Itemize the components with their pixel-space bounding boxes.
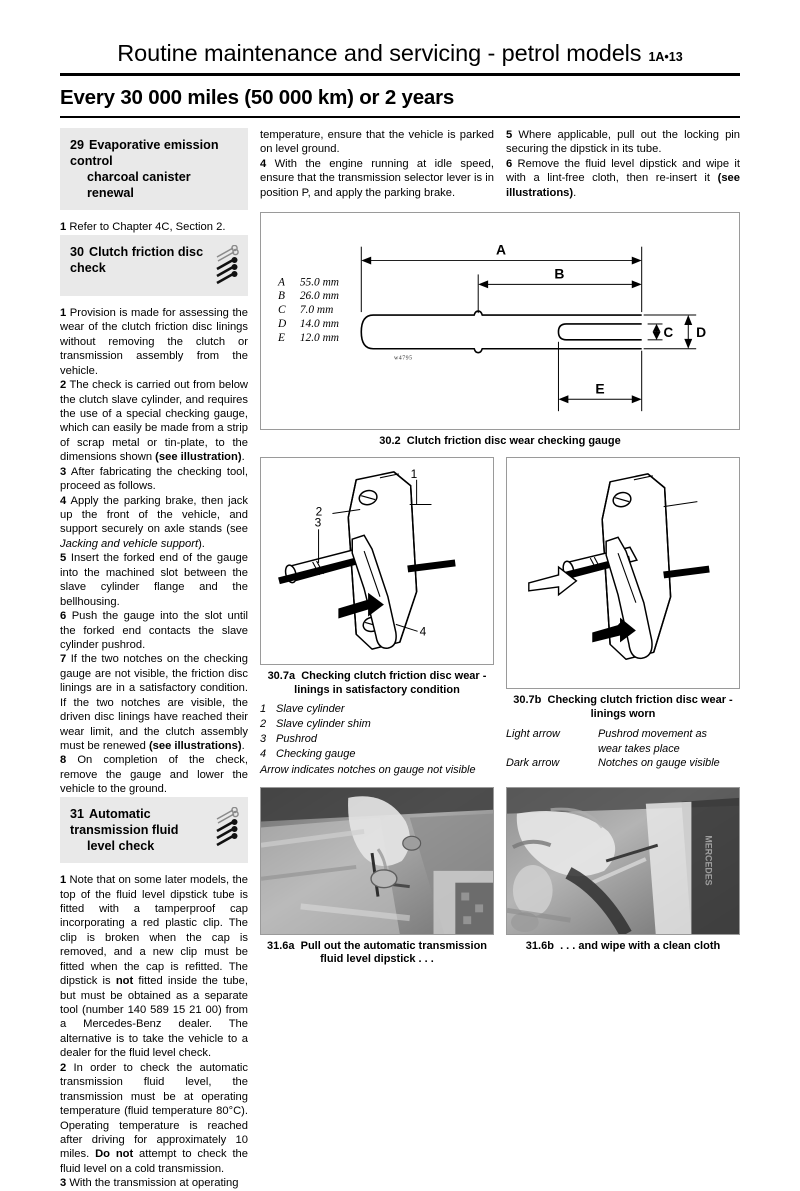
legend-value-line1: Pushrod movement as: [598, 728, 707, 741]
figure-30-7b-caption: [506, 689, 740, 724]
legend-key: Light arrow: [506, 728, 560, 741]
figure-30-2: [260, 212, 740, 430]
figure-30-7b-line2: linings worn: [590, 707, 656, 720]
paragraph-31-4: 4 With the engine running at idle speed, ensure that the transmission selector lever is in position P, and apply the parking brake.: [260, 157, 495, 199]
interval-rule: [60, 116, 740, 118]
paragraph-31-2-a: In order to check the automatic transmission fluid level, the transmission must be at operating temperature (fluid temperature 80°C). Operating temperature is reached after driving for approximately 10 miles.: [60, 1061, 249, 1161]
figure-30-7a-caption: [260, 665, 494, 700]
paragraph-30-2-text: The check is carried out from below the clutch slave cylinder, and requires the use of a special checking gauge, which can easily be made from a strip of scrap metal or tin-plate, to the dimensions shown: [60, 379, 248, 464]
paragraph-30-3-text: After fabricating the checking tool, proceed as follows.: [60, 465, 248, 493]
figure-31-6a-line1: Pull out the automatic transmission: [300, 939, 488, 952]
paragraph-31-4-text: With the engine running at idle speed, ensure that the transmission selector lever is in position P, and apply the parking brake.: [260, 157, 495, 199]
figure-30-2-caption: [260, 430, 740, 451]
svg-text:A: A: [495, 241, 506, 258]
paragraph-30-8: 8 On completion of the check, remove the gauge and lower the vehicle to the ground.: [60, 754, 248, 796]
figure-30-7a-number: 30.7a: [267, 669, 296, 682]
paragraph-30-4-end: ).: [198, 537, 205, 550]
paragraph-31-3-text: With the transmission at operating: [69, 1177, 239, 1190]
column-right-text: [506, 128, 740, 200]
paragraph-31-5: 5 Where applicable, pull out the locking pin securing the dipstick in its tube.: [506, 129, 740, 156]
paragraph-30-6-text: Push the gauge into the slot until the forked end contacts the slave cylinder pushrod.: [60, 610, 249, 651]
svg-text:D: D: [278, 318, 287, 331]
legend-number: 4: [260, 747, 267, 760]
legend-item: [260, 702, 494, 717]
figure-30-2-number: 30.2: [379, 435, 401, 448]
legend-value: Notches on gauge visible: [598, 757, 720, 770]
paragraph-29-1: 1 Refer to Chapter 4C, Section 2.: [60, 221, 226, 234]
figure-30-7a-line1: Checking clutch friction disc wear -: [301, 669, 487, 682]
paragraph-30-5: 5 Insert the forked end of the gauge into the machined slot between the slave cylinder flange and the bellhousing.: [60, 552, 248, 608]
paragraph-31-1-a: Note that on some later models, the top of the fluid level dipstick tube is fitted with a tamperproof cap incorporating a red plastic clip. The clip is broken when the cap is removed, and a new clip must be fitted when the cap is refitted. The dipstick is: [60, 874, 248, 988]
right-two-columns: [260, 128, 740, 1191]
section-31-title-line2: level check: [87, 838, 155, 853]
paragraph-30-6: 6 Push the gauge into the slot until the forked end contacts the slave cylinder pushrod.: [60, 610, 249, 651]
section-31-number: 31: [70, 806, 85, 821]
paragraph-30-3: 3 After fabricating the checking tool, proceed as follows.: [60, 465, 248, 493]
section-heading-30: [60, 235, 248, 296]
paragraph-30-7-seeref: (see illustrations): [148, 740, 242, 752]
paragraph-31-2-b: attempt to check the fluid level on a cold transmission.: [60, 1148, 248, 1175]
paragraph-31-2: 2 In order to check the automatic transmission fluid level, the transmission must be at operating temperature (fluid temperature 80°C). Operating temperature is reached after driving for approximately 10 miles. Do not attempt to check the fluid level on a cold transmission.: [60, 1061, 249, 1175]
top-text-row: [260, 128, 740, 200]
figure-31-6b-line1: . . . and wipe with a clean cloth: [560, 939, 721, 952]
page-title: Routine maintenance and servicing - petrol models: [117, 40, 642, 66]
svg-text:A: A: [278, 276, 286, 289]
figure-30-7a-legend: [260, 702, 494, 777]
figure-31-6a-caption: [260, 935, 494, 970]
svg-text:14.0 mm: 14.0 mm: [299, 318, 340, 331]
legend-key: Dark arrow: [506, 757, 560, 770]
figure-31-6b-caption: [506, 935, 740, 956]
figure-30-7b: [506, 457, 740, 689]
svg-text:D: D: [696, 324, 707, 341]
spanner-rating-icon: [214, 245, 240, 287]
paragraph-31-6-end: .: [573, 186, 577, 199]
legend-value: [598, 727, 740, 756]
legend-text: Slave cylinder: [276, 703, 345, 716]
figure-31-6a-line2: fluid level dipstick . . .: [320, 953, 434, 966]
paragraph-30-2: 2 The check is carried out from below the clutch slave cylinder, and requires the use of a special checking gauge, which can easily be made from a strip of scrap metal or tin-plate, to the dimensions shown (see illustration).: [60, 379, 248, 464]
photo-row-31-6: [260, 787, 740, 970]
paragraph-29-1-text: Refer to Chapter 4C, Section 2.: [69, 221, 226, 234]
legend-item: [506, 756, 740, 771]
svg-text:4: 4: [419, 624, 427, 639]
paragraph-31-2-donot: Do not: [95, 1148, 134, 1161]
legend-text: Checking gauge: [276, 747, 356, 760]
legend-item: [260, 717, 494, 732]
spanner-rating-icon-2: [214, 807, 240, 849]
svg-text:E: E: [278, 332, 286, 345]
figure-row-30-7: [260, 457, 740, 778]
legend-value-line2: wear takes place: [598, 742, 680, 755]
paragraph-31-5-text: Where applicable, pull out the locking pin securing the dipstick in its tube.: [506, 129, 740, 156]
section-29-title-line2: charcoal canister renewal: [87, 170, 191, 201]
svg-text:C: C: [663, 325, 674, 341]
paragraph-30-1: 1 Provision is made for assessing the wear of the clutch friction disc linings without removing the clutch or transmission assembly from the vehicle.: [60, 306, 248, 377]
svg-text:E: E: [595, 380, 605, 397]
page-number: 1A•13: [648, 50, 683, 64]
paragraph-30-4-text: Apply the parking brake, then jack up the front of the vehicle, and support securely on axle stands (see: [60, 494, 248, 536]
paragraph-31-3: 3 With the transmission at operating: [60, 1177, 239, 1190]
paragraph-30-2-end: .: [241, 451, 245, 464]
svg-text:26.0 mm: 26.0 mm: [299, 290, 340, 303]
legend-text: Slave cylinder shim: [276, 718, 371, 731]
paragraph-30-2-seeref: (see illustration): [155, 451, 242, 464]
svg-text:1: 1: [410, 466, 418, 481]
section-29-title-line1: Evaporative emission control: [70, 138, 219, 169]
svg-text:2: 2: [315, 504, 323, 519]
svg-text:B: B: [278, 290, 286, 303]
running-head: [60, 0, 740, 69]
photo-31-6a: [260, 787, 494, 935]
paragraph-30-7-end: .: [241, 740, 245, 752]
legend-number: 2: [260, 718, 267, 731]
paragraph-31-3-cont-text: temperature, ensure that the vehicle is parked on level ground.: [260, 129, 494, 156]
three-column-body: [60, 128, 740, 1191]
paragraph-31-1-not: not: [115, 975, 134, 988]
figure-31-6a-block: [260, 787, 494, 970]
paragraph-30-1-text: Provision is made for assessing the wear of the clutch friction disc linings without removing the clutch or transmission assembly from the vehicle.: [60, 306, 248, 377]
svg-text:3: 3: [314, 515, 322, 530]
paragraph-30-7: 7 If the two notches on the checking gauge are not visible, the friction disc linings are in a satisfactory condition. If the two notches are visible, the driven disc linings have reached their wear limit, and the clutch assembly must be renewed (see illustrations).: [60, 653, 248, 752]
paragraph-30-4: 4 Apply the parking brake, then jack up the front of the vehicle, and support securely on axle stands (see Jacking and vehicle support).: [60, 494, 248, 550]
paragraph-31-1-b: fitted inside the tube, but must be obtained as a separate tool (number 140 589 15 21 00) from a Mercedes-Benz dealer. The alternative is to take the vehicle to a dealer for the fluid level check.: [60, 975, 248, 1060]
paragraph-31-6-seeref: (see illustrations): [506, 172, 740, 199]
column-left: [60, 128, 248, 1191]
section-30-number: 30: [70, 244, 85, 259]
svg-text:C: C: [278, 304, 286, 317]
paragraph-30-5-text: Insert the forked end of the gauge into the machined slot between the slave cylinder flange and the bellhousing.: [60, 552, 248, 608]
paragraph-30-4-xref: Jacking and vehicle support: [60, 537, 199, 550]
section-heading-29: [60, 128, 248, 210]
svg-text:7.0 mm: 7.0 mm: [299, 304, 334, 317]
column-middle-text: [260, 128, 494, 200]
legend-number: 1: [260, 703, 267, 716]
paragraph-30-7-text: If the two notches on the checking gauge are not visible, the friction disc linings are in a satisfactory condition. If the two notches are visible, the driven disc linings have reached their wear limit, and the clutch assembly must be renewed: [60, 653, 248, 752]
svg-text:55.0 mm: 55.0 mm: [299, 276, 340, 289]
figure-30-7a-line2: linings in satisfactory condition: [294, 683, 460, 696]
paragraph-31-6-a: Remove the fluid level dipstick and wipe it with a lint-free cloth, then re-insert it: [506, 157, 741, 185]
legend-item: [506, 727, 740, 756]
figure-30-7b-legend: [506, 727, 740, 771]
section-30-title-line1: Clutch friction disc check: [70, 244, 204, 275]
photo-31-6b: [506, 787, 740, 935]
svg-text:B: B: [554, 265, 565, 282]
figure-31-6b-number: 31.6b: [525, 939, 554, 952]
paragraph-31-3-cont: [260, 128, 494, 157]
section-29-number: 29: [70, 138, 85, 152]
service-interval-heading: Every 30 000 miles (50 000 km) or 2 years: [60, 86, 455, 109]
figure-30-7a: [260, 457, 494, 665]
figure-30-7a-note: Arrow indicates notches on gauge not visible: [260, 763, 476, 776]
paragraph-31-1: 1 Note that on some later models, the top of the fluid level dipstick tube is fitted with a tamperproof cap incorporating a red plastic clip. The clip is broken when the cap is removed, and a new clip must be fitted when the cap is refitted. The dipstick is not fitted inside the tube, but must be obtained as a separate tool (number 140 589 15 21 00) from a Mercedes-Benz dealer. The alternative is to take the vehicle to a dealer for the fluid level check.: [60, 874, 248, 1060]
figure-30-7b-line1: Checking clutch friction disc wear -: [547, 693, 733, 706]
svg-text:w4795: w4795: [393, 355, 413, 362]
svg-text:12.0 mm: 12.0 mm: [299, 332, 340, 345]
legend-text: Pushrod: [276, 733, 317, 746]
section-31-title-line1: Automatic transmission fluid: [70, 806, 179, 837]
paragraph-31-6: 6 Remove the fluid level dipstick and wipe it with a lint-free cloth, then re-insert it (see illustrations).: [506, 157, 741, 199]
legend-number: 3: [260, 733, 267, 746]
section-heading-31: [60, 797, 248, 863]
figure-30-7a-block: [260, 457, 494, 778]
legend-item: [260, 747, 494, 762]
figure-30-2-text: Clutch friction disc wear checking gauge: [406, 435, 621, 448]
svg-text:MERCEDES: MERCEDES: [703, 834, 714, 886]
figure-30-7b-number: 30.7b: [513, 693, 542, 706]
figure-31-6a-number: 31.6a: [266, 939, 295, 952]
figure-30-7b-block: [506, 457, 740, 778]
paragraph-30-8-text: On completion of the check, remove the gauge and lower the vehicle to the ground.: [60, 754, 248, 796]
figure-31-6b-block: [506, 787, 740, 970]
legend-item: [260, 732, 494, 747]
